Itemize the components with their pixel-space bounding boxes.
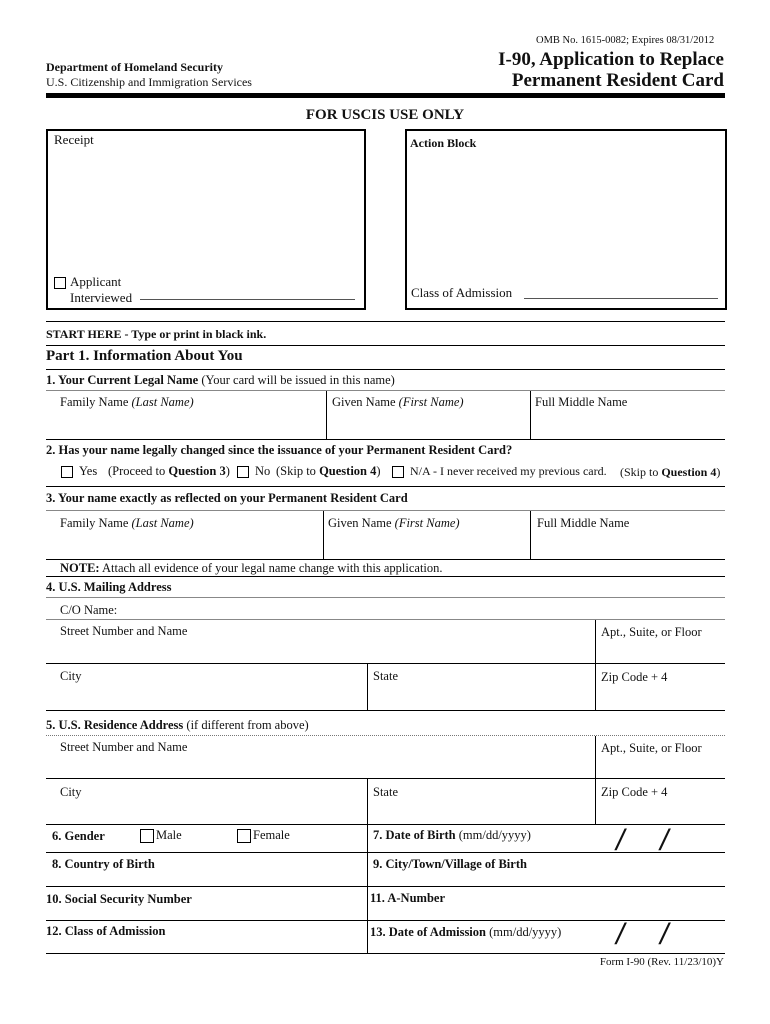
q13-date-of-admission-field[interactable] [580, 918, 725, 953]
q1-middle-name-label: Full Middle Name [535, 395, 628, 409]
q13-date-separator-2: / [660, 918, 669, 951]
q6-male-checkbox[interactable] [140, 829, 154, 843]
q4-co-name-field[interactable] [130, 598, 725, 618]
q2-yes-label: Yes [79, 464, 98, 478]
q8-country-of-birth-label: 8. Country of Birth [52, 857, 155, 871]
q11-a-number-label: 11. A-Number [370, 891, 445, 905]
q13-date-separator-1: / [616, 918, 625, 951]
q7-dob-label: 7. Date of Birth (mm/dd/yyyy) [373, 828, 531, 842]
form-title-line2: Permanent Resident Card [511, 70, 724, 91]
q5-label [46, 718, 309, 733]
q3-bottom-rule [46, 559, 725, 560]
header-rule [46, 93, 725, 98]
part1-title: Part 1. Information About You [46, 348, 243, 364]
q4-city-label: City [60, 669, 82, 683]
q4-street-label: Street Number and Name [60, 624, 188, 638]
q2-no-label: No [255, 464, 271, 478]
q1-label [46, 373, 395, 388]
form-title-line1: I-90, Application to Replace [498, 49, 724, 70]
q1-bottom-rule [46, 439, 725, 440]
action-block-label: Action Block [410, 136, 477, 150]
q11-a-number-field[interactable] [460, 887, 725, 920]
q2-na-note: (Skip to Question 4) [620, 465, 721, 479]
q4-label: 4. U.S. Mailing Address [46, 580, 172, 594]
q4-apt-label: Apt., Suite, or Floor [601, 625, 702, 639]
interviewed-label: Interviewed [70, 290, 133, 305]
uscis-use-heading: FOR USCIS USE ONLY [305, 107, 465, 123]
q10-ssn-label: 10. Social Security Number [46, 892, 192, 906]
q1-given-name-label: Given Name (First Name) [332, 395, 464, 409]
q7-date-separator-1: / [616, 824, 625, 857]
q4-state-label: State [373, 669, 398, 683]
q6-gender-label: 6. Gender [52, 829, 105, 843]
q9-city-of-birth-label: 9. City/Town/Village of Birth [373, 857, 527, 871]
q7-date-separator-2: / [660, 824, 669, 857]
class-of-admission-office-line[interactable] [524, 298, 718, 299]
q6-female-checkbox[interactable] [237, 829, 251, 843]
bottom-grid-divider [367, 825, 368, 953]
q1-label-bold: 1. Your Current Legal Name [46, 373, 199, 387]
q5-zip-label: Zip Code + 4 [601, 785, 668, 799]
q12-bottom-rule [46, 953, 725, 954]
q6-female-label: Female [253, 828, 290, 842]
q2-no-note: (Skip to Question 4) [276, 464, 381, 478]
q2-bottom-rule [46, 486, 725, 487]
q2-na-label: N/A - I never received my previous card. [410, 464, 607, 478]
start-rule-bottom [46, 345, 725, 346]
form-revision-footer: Form I-90 (Rev. 11/23/10)Y [599, 956, 724, 968]
class-of-admission-office-label: Class of Admission [411, 285, 513, 300]
start-here-instruction: START HERE - Type or print in black ink. [46, 327, 267, 341]
q5-state-field[interactable] [368, 779, 595, 824]
q9-city-of-birth-field[interactable] [560, 853, 725, 886]
q12-class-of-admission-label: 12. Class of Admission [46, 924, 166, 938]
receipt-label: Receipt [54, 132, 94, 147]
q3-given-name-label: Given Name (First Name) [328, 516, 460, 530]
q5-state-label: State [373, 785, 398, 799]
q3-note: NOTE: Attach all evidence of your legal name change with this application. [60, 561, 443, 575]
q2-label: 2. Has your name legally changed since the issuance of your Permanent Resident Card? [46, 443, 513, 457]
q2-yes-note: (Proceed to Question 3) [108, 464, 230, 478]
q4-co-name-label: C/O Name: [60, 603, 118, 617]
q2-yes-checkbox[interactable] [61, 466, 73, 478]
q5-city-label: City [60, 785, 82, 799]
applicant-interviewed-checkbox[interactable] [54, 277, 66, 289]
q4-zip-label: Zip Code + 4 [601, 670, 668, 684]
q3-label: 3. Your name exactly as reflected on your Permanent Resident Card [46, 491, 408, 505]
q1-label-rest: (Your card will be issued in this name) [198, 373, 395, 387]
q4-bottom-rule [46, 710, 725, 711]
applicant-label: Applicant [70, 274, 122, 289]
q5-label-rest: (if different from above) [183, 718, 309, 732]
q13-date-of-admission-label: 13. Date of Admission (mm/dd/yyyy) [370, 925, 562, 939]
q4-city-field[interactable] [46, 664, 367, 710]
q5-apt-label: Apt., Suite, or Floor [601, 741, 702, 755]
q1-family-name-label: Family Name (Last Name) [60, 395, 194, 409]
start-rule-top [46, 321, 725, 322]
q2-no-checkbox[interactable] [237, 466, 249, 478]
q4-state-field[interactable] [368, 664, 595, 710]
part1-rule [46, 369, 725, 370]
q6-male-label: Male [156, 828, 182, 842]
q5-city-field[interactable] [46, 779, 367, 824]
q3-middle-name-label: Full Middle Name [537, 516, 630, 530]
q5-street-label: Street Number and Name [60, 740, 188, 754]
interviewed-line[interactable] [140, 299, 355, 300]
q5-label-bold: 5. U.S. Residence Address [46, 718, 184, 732]
q3-family-name-label: Family Name (Last Name) [60, 516, 194, 530]
omb-number: OMB No. 1615-0082; Expires 08/31/2012 [536, 35, 715, 46]
q12-class-of-admission-field[interactable] [180, 921, 367, 953]
action-block-box [405, 129, 727, 310]
q8-country-of-birth-field[interactable] [210, 853, 367, 886]
q3-note-rule [46, 576, 725, 577]
subagency-name: U.S. Citizenship and Immigration Services [46, 75, 252, 89]
agency-name: Department of Homeland Security [46, 60, 223, 74]
q7-dob-field[interactable] [580, 825, 725, 852]
q10-ssn-field[interactable] [210, 887, 367, 920]
q2-na-checkbox[interactable] [392, 466, 404, 478]
